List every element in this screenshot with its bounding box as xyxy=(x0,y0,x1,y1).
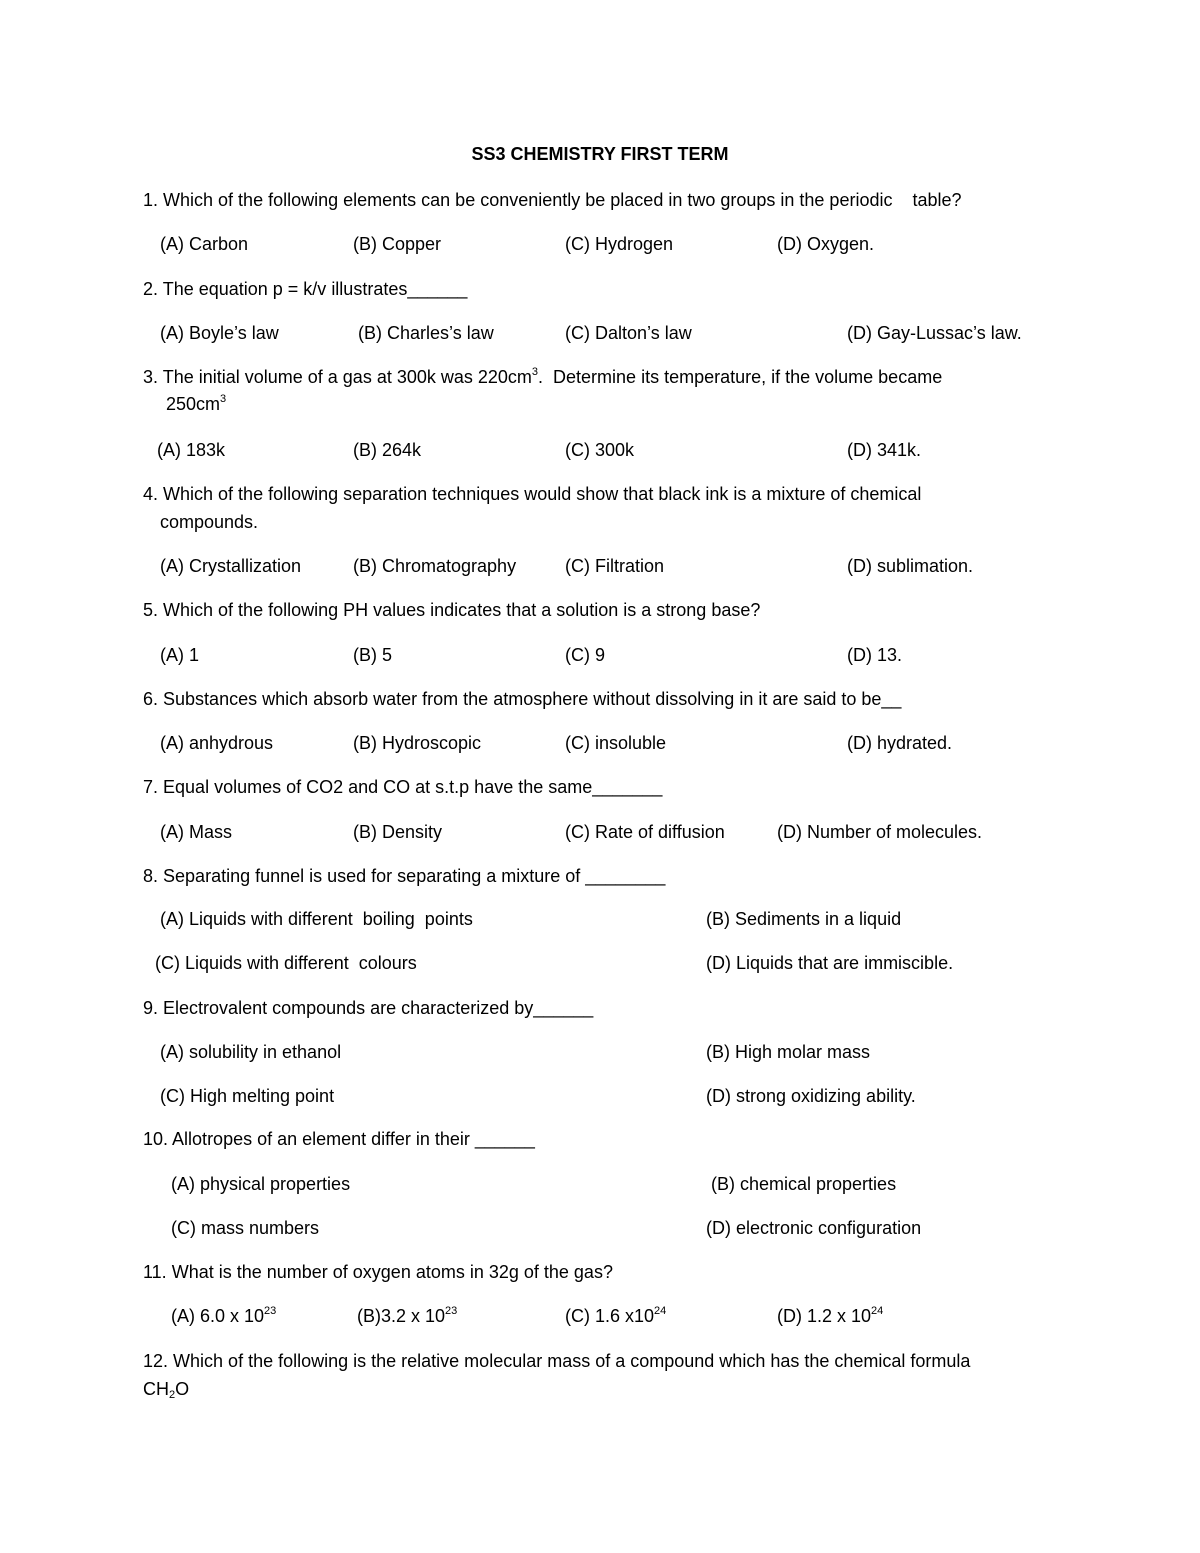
option-c: (C) 9 xyxy=(565,645,605,665)
option-d: (D) Number of molecules. xyxy=(777,822,983,842)
formula-subscript: 2 xyxy=(169,1389,176,1401)
option-a: (A) 1 xyxy=(160,645,200,665)
superscript: 3 xyxy=(531,366,539,378)
option-c: (C) 300k xyxy=(565,440,635,460)
option-a: (A) Mass xyxy=(160,822,232,842)
option-a: (A) Crystallization xyxy=(160,556,302,576)
question-number: 3. xyxy=(143,367,159,387)
option-c: (C) mass numbers xyxy=(171,1218,320,1238)
question-number: 8. xyxy=(143,866,159,886)
option-b: (B) High molar mass xyxy=(706,1042,871,1062)
question-5 xyxy=(143,598,760,622)
superscript: 3 xyxy=(220,393,227,405)
option-a: (A) anhydrous xyxy=(160,733,274,753)
option-b xyxy=(357,1304,457,1328)
option-b: (B) Copper xyxy=(353,234,442,254)
option-d: (D) Gay-Lussac’s law. xyxy=(847,323,1022,343)
option-base: (D) 1.2 x 10 xyxy=(777,1306,872,1326)
option-d: (D) Oxygen. xyxy=(777,234,875,254)
exponent: 23 xyxy=(264,1305,277,1317)
option-c: (C) Liquids with different colours xyxy=(155,953,417,973)
option-a: (A) Carbon xyxy=(160,234,249,254)
option-d: (D) hydrated. xyxy=(847,733,953,753)
question-text: Separating funnel is used for separating a mixture of ________ xyxy=(163,866,666,886)
option-d: (D) electronic configuration xyxy=(706,1218,922,1238)
question-number: 2. xyxy=(143,279,159,299)
question-12 xyxy=(143,1349,970,1373)
option-c: (C) Hydrogen xyxy=(565,234,674,254)
question-8 xyxy=(143,864,665,888)
question-3 xyxy=(143,365,942,389)
option-d: (D) sublimation. xyxy=(847,556,974,576)
option-c: (C) High melting point xyxy=(160,1086,335,1106)
question-text: Equal volumes of CO2 and CO at s.t.p have the same_______ xyxy=(163,777,663,797)
question-number: 5. xyxy=(143,600,159,620)
question-text: Electrovalent compounds are characterized by______ xyxy=(163,998,594,1018)
exponent: 24 xyxy=(654,1305,667,1317)
option-b: (B) Density xyxy=(353,822,443,842)
option-b: (B) 5 xyxy=(353,645,393,665)
question-text: Substances which absorb water from the atmosphere without dissolving in it are said to be__ xyxy=(163,689,902,709)
option-a: (A) 183k xyxy=(157,440,226,460)
question-text-continued: 250cm xyxy=(166,394,221,414)
option-c: (C) Rate of diffusion xyxy=(565,822,725,842)
formula-part: O xyxy=(175,1379,190,1399)
question-text: Which of the following PH values indicates that a solution is a strong base? xyxy=(163,600,761,620)
question-10 xyxy=(143,1127,535,1151)
option-d: (D) 341k. xyxy=(847,440,922,460)
option-b: (B) chemical properties xyxy=(711,1174,897,1194)
question-6 xyxy=(143,687,901,711)
option-d xyxy=(777,1304,883,1328)
question-9 xyxy=(143,996,593,1020)
option-b: (B) Chromatography xyxy=(353,556,517,576)
option-b: (B) Charles’s law xyxy=(358,323,494,343)
question-text: Which of the following is the relative molecular mass of a compound which has the chemical formula xyxy=(173,1351,971,1371)
question-number: 4. xyxy=(143,484,159,504)
formula-part: CH xyxy=(143,1379,169,1399)
question-text-end: . Determine its temperature, if the volume became xyxy=(538,367,943,387)
question-number: 7. xyxy=(143,777,159,797)
option-a: (A) Boyle’s law xyxy=(160,323,279,343)
option-base: (B)3.2 x 10 xyxy=(357,1306,446,1326)
question-number: 12. xyxy=(143,1351,169,1371)
option-a: (A) Liquids with different boiling points xyxy=(160,909,473,929)
question-number: 6. xyxy=(143,689,159,709)
option-b: (B) 264k xyxy=(353,440,422,460)
question-text: The equation p = k/v illustrates______ xyxy=(162,279,468,299)
page-title: SS3 CHEMISTRY FIRST TERM xyxy=(471,144,729,164)
question-number: 9. xyxy=(143,998,159,1018)
question-number: 1. xyxy=(143,190,159,210)
option-a xyxy=(171,1304,276,1328)
question-number: 10. xyxy=(143,1129,169,1149)
question-text: Which of the following separation techniques would show that black ink is a mixture of chemical xyxy=(163,484,922,504)
option-d: (D) 13. xyxy=(847,645,903,665)
option-c: (C) Filtration xyxy=(565,556,665,576)
question-11 xyxy=(143,1260,613,1284)
option-base: (A) 6.0 x 10 xyxy=(171,1306,265,1326)
question-text: Allotropes of an element differ in their ______ xyxy=(172,1129,535,1149)
option-c: (C) Dalton’s law xyxy=(565,323,692,343)
question-4-continued: compounds. xyxy=(160,512,259,532)
chemical-formula xyxy=(143,1377,189,1401)
exponent: 23 xyxy=(445,1305,458,1317)
option-a: (A) physical properties xyxy=(171,1174,351,1194)
question-1 xyxy=(143,188,962,212)
option-b: (B) Sediments in a liquid xyxy=(706,909,902,929)
option-a: (A) solubility in ethanol xyxy=(160,1042,342,1062)
question-7 xyxy=(143,775,662,799)
option-b: (B) Hydroscopic xyxy=(353,733,482,753)
question-text: The initial volume of a gas at 300k was 220cm xyxy=(162,367,532,387)
option-d: (D) Liquids that are immiscible. xyxy=(706,953,954,973)
question-text: What is the number of oxygen atoms in 32g of the gas? xyxy=(171,1262,613,1282)
question-text: Which of the following elements can be conveniently be placed in two groups in the periodic table? xyxy=(163,190,962,210)
question-3-continued xyxy=(166,392,226,416)
option-c: (C) insoluble xyxy=(565,733,667,753)
option-c xyxy=(565,1304,666,1328)
question-4 xyxy=(143,482,921,506)
exponent: 24 xyxy=(871,1305,884,1317)
option-d: (D) strong oxidizing ability. xyxy=(706,1086,916,1106)
option-base: (C) 1.6 x10 xyxy=(565,1306,655,1326)
question-2 xyxy=(143,277,467,301)
question-number: 11. xyxy=(143,1262,167,1282)
